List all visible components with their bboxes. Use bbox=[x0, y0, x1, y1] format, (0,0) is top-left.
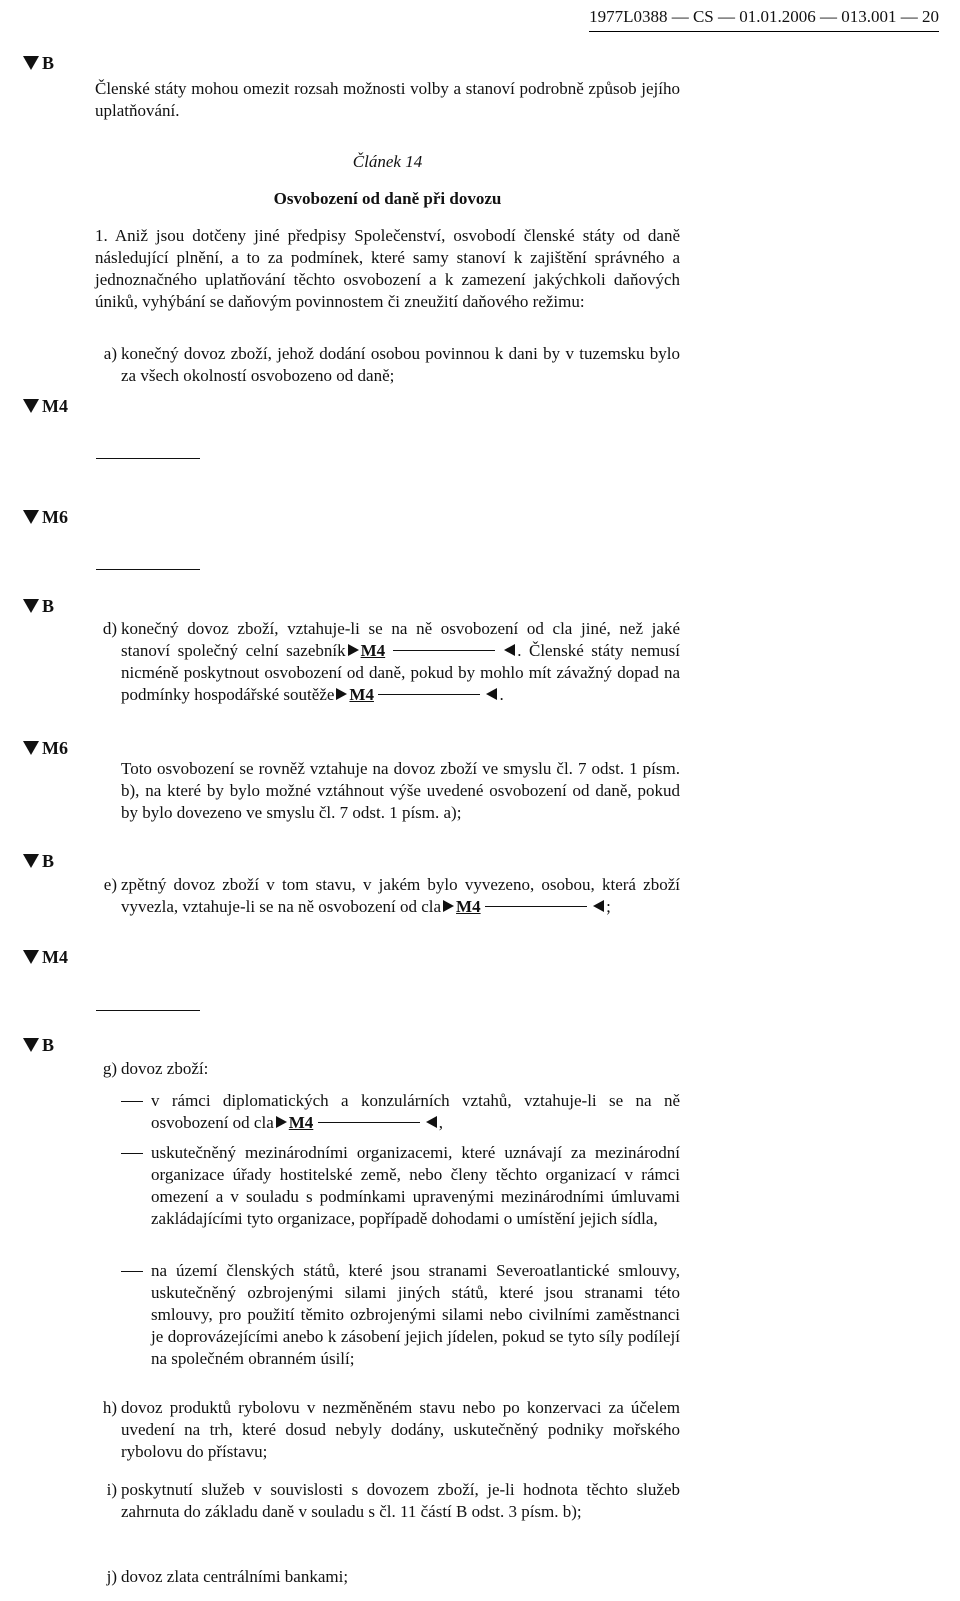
amendment-reference: M4 bbox=[360, 641, 386, 660]
triangle-down-icon bbox=[23, 399, 39, 413]
paragraph-1: 1. Aniž jsou dotčeny jiné předpisy Společenství, osvobodí členské státy od daně následující plnění, a to za podmínek, které samy stanoví k zajištění správného a jednoznačného uplatňování těchto osvobození a k zamezení jakýchkoli daňových úniků, vyhýbání se daňovým povinnostem či zneužití daňového režimu: bbox=[95, 226, 680, 311]
article-subtitle: Osvobození od daně při dovozu bbox=[273, 189, 502, 208]
margin-marker-m4: M4 bbox=[23, 946, 68, 968]
deleted-text-line bbox=[318, 1122, 420, 1123]
triangle-down-icon bbox=[23, 854, 39, 868]
list-item-g: g) dovoz zboží: bbox=[102, 1059, 209, 1078]
arrow-right-icon bbox=[336, 688, 347, 700]
list-item-g-dash-3: na území členských států, které jsou stranami Severoatlantické smlouvy, uskutečněný ozbrojenými silami jiných států, které jsou stranami této smlouvy, pro použití těmito ozbrojenými silami nebo civilními zaměstnanci je doprovázejícími anebo k zásobení jejich jídelen, pokud se tyto síly podílejí na společném obranném úsilí; bbox=[121, 1260, 680, 1370]
deleted-text-line bbox=[485, 906, 587, 907]
arrow-left-icon bbox=[486, 688, 497, 700]
list-item-g-dash-1: v rámci diplomatických a konzulárních vztahů, vztahuje-li se na ně osvobození od cla M4 , bbox=[121, 1090, 680, 1134]
intro-paragraph: Členské státy mohou omezit rozsah možnosti volby a stanoví podrobně způsob jejího uplatňování. bbox=[95, 79, 680, 120]
list-item-e: e) zpětný dovoz zboží v tom stavu, v jakém bylo vyvezeno, osobou, která zboží vyvezla, vztahuje-li se na ně osvobození od cla M4 ; bbox=[103, 875, 680, 916]
arrow-left-icon bbox=[593, 900, 604, 912]
article-title: Článek 14 bbox=[352, 152, 423, 171]
triangle-down-icon bbox=[23, 950, 39, 964]
triangle-down-icon bbox=[23, 1038, 39, 1052]
margin-marker-b: B bbox=[23, 595, 54, 617]
dash-bullet bbox=[121, 1271, 143, 1272]
list-item-h: h) dovoz produktů rybolovu v nezměněném stavu nebo po konzervaci za účelem uvedení na trh, které dosud nebyly dodány, uskutečněný podniky mořského rybolovu do přístavu; bbox=[102, 1398, 680, 1461]
amendment-reference: M4 bbox=[456, 897, 481, 916]
dash-bullet bbox=[121, 1101, 143, 1102]
amendment-reference: M4 bbox=[349, 685, 374, 704]
deleted-text-separator bbox=[96, 569, 200, 570]
triangle-down-icon bbox=[23, 510, 39, 524]
margin-marker-m4: M4 bbox=[23, 395, 68, 417]
arrow-left-icon bbox=[426, 1116, 437, 1128]
list-item-j: j) dovoz zlata centrálními bankami; bbox=[106, 1567, 349, 1586]
deleted-text-line bbox=[393, 650, 495, 651]
arrow-right-icon bbox=[276, 1116, 287, 1128]
margin-marker-m6: M6 bbox=[23, 737, 68, 759]
triangle-down-icon bbox=[23, 741, 39, 755]
arrow-right-icon bbox=[348, 644, 359, 656]
list-item-a: a) konečný dovoz zboží, jehož dodání osobou povinnou k dani by v tuzemsku bylo za všech okolností osvobozeno od daně; bbox=[103, 344, 680, 385]
arrow-left-icon bbox=[504, 644, 515, 656]
dash-bullet bbox=[121, 1153, 143, 1154]
document-header: 1977L0388 — CS — 01.01.2006 — 013.001 — 20 bbox=[589, 6, 939, 32]
deleted-text-separator bbox=[96, 1010, 200, 1011]
triangle-down-icon bbox=[23, 599, 39, 613]
arrow-right-icon bbox=[443, 900, 454, 912]
margin-marker-b: B bbox=[23, 1034, 54, 1056]
triangle-down-icon bbox=[23, 56, 39, 70]
list-item-d: d) konečný dovoz zboží, vztahuje-li se na ně osvobození od cla jiné, než jaké stanoví společný celní sazebník M4 . Členské státy nemusí nicméně poskytnout osvobození od daně, pokud by mohlo mít závažný dopad na podmínky hospodářské soutěže M4 . bbox=[102, 619, 681, 704]
amendment-reference: M4 bbox=[288, 1113, 314, 1132]
list-item-d-continuation: Toto osvobození se rovněž vztahuje na dovoz zboží ve smyslu čl. 7 odst. 1 písm. b), na které by bylo možné vztáhnout výše uvedené osvobození od daně, pokud by bylo dovezeno ve smyslu čl. 7 odst. 1 písm. a); bbox=[121, 759, 680, 822]
margin-marker-m6: M6 bbox=[23, 506, 68, 528]
deleted-text-line bbox=[378, 694, 480, 695]
list-item-i: i) poskytnutí služeb v souvislosti s dovozem zboží, je-li hodnota těchto služeb zahrnuta do základu daně v souladu s čl. 11 částí B odst. 3 písm. b); bbox=[106, 1480, 680, 1521]
margin-marker-b: B bbox=[23, 850, 54, 872]
list-item-g-dash-2: uskutečněný mezinárodními organizacemi, které uznávají za mezinárodní organizace úřady hostitelské země, nebo členy těchto organizací v rámci omezení a v souladu s podmínkami upravenými mezinárodními úmluvami zakládajícími tyto organizace, popřípadě dohodami o umístění jejich sídla, bbox=[121, 1142, 680, 1230]
deleted-text-separator bbox=[96, 458, 200, 459]
margin-marker-b: B bbox=[23, 52, 54, 74]
